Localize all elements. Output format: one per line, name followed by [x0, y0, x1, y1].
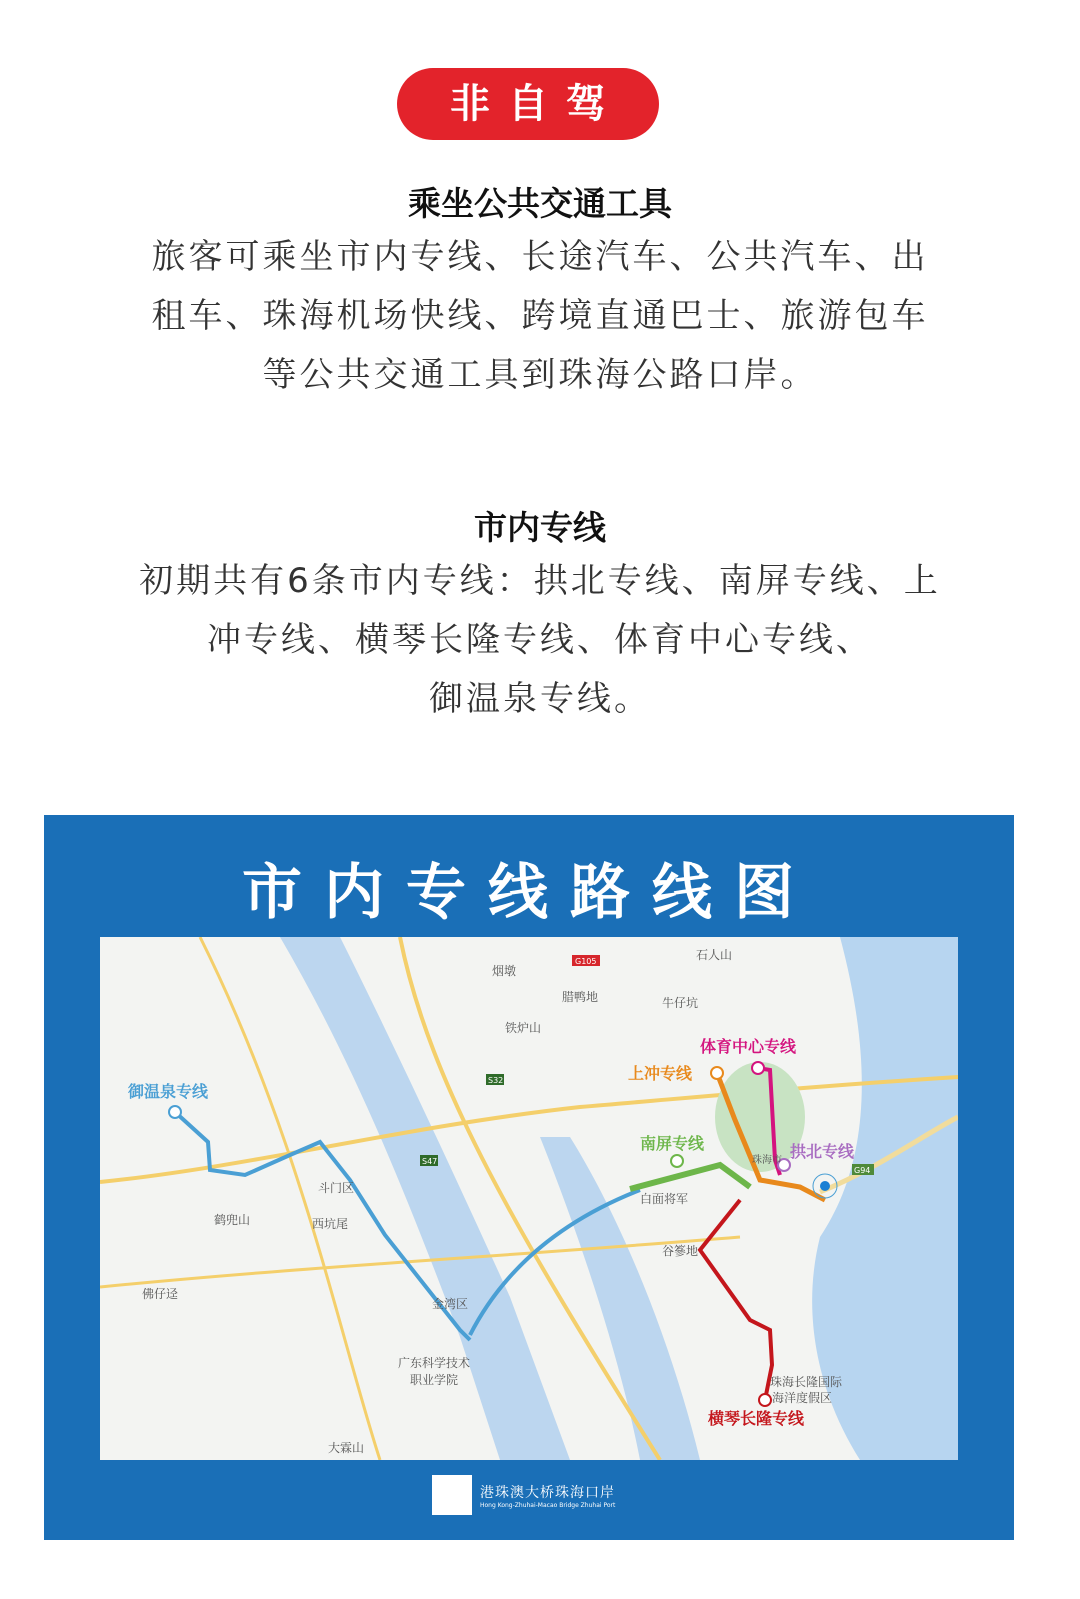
road-badge: G94: [854, 1166, 871, 1175]
text-line: 冲专线、横琴长隆专线、体育中心专线、: [207, 620, 873, 660]
road-badge: S32: [488, 1076, 504, 1085]
place-label: 牛仔坑: [662, 996, 699, 1010]
route-map-frame: [44, 815, 1014, 1540]
place-label: 大霖山: [328, 1441, 365, 1455]
place-label: 海洋度假区: [772, 1391, 833, 1405]
place-label: 石人山: [696, 948, 733, 962]
label-gongbei: 拱北专线: [790, 1142, 855, 1161]
place-label: 西坑尾: [312, 1217, 349, 1231]
non-self-drive-badge: 非自驾: [397, 68, 659, 140]
map-graphic: [100, 937, 958, 1460]
city-lines-paragraph: [100, 552, 980, 729]
road-badge: G105: [575, 957, 597, 966]
stop-nanping: [671, 1155, 683, 1167]
place-label: 职业学院: [410, 1373, 459, 1387]
place-label: 白面将军: [640, 1192, 689, 1206]
label-yuwenquan: 御温泉专线: [128, 1082, 209, 1101]
text-line: 御温泉专线。: [429, 679, 651, 719]
footer-en: Hong Kong-Zhuhai-Macao Bridge Zhuhai Port: [480, 1501, 616, 1509]
bridge-logo-icon: [432, 1475, 472, 1515]
label-shangchong: 上冲专线: [628, 1064, 693, 1083]
place-label: 谷篸地: [662, 1244, 699, 1258]
text-line: 初期共有6条市内专线：拱北专线、南屏专线、上: [139, 561, 941, 601]
public-transport-paragraph: [100, 228, 980, 405]
place-label: 珠海市: [752, 1155, 782, 1166]
port-marker-dot: [820, 1181, 830, 1191]
text-line: 等公共交通工具到珠海公路口岸。: [262, 355, 818, 395]
road: [100, 1077, 958, 1182]
stop-shangchong: [711, 1067, 723, 1079]
route-map-title: 市内专线路线图: [242, 858, 816, 928]
section-title-public-transport: 乘坐公共交通工具: [408, 184, 672, 223]
route-map: [100, 937, 958, 1460]
river: [540, 1137, 700, 1460]
place-label: 铁炉山: [505, 1021, 542, 1035]
place-label: 金湾区: [432, 1297, 469, 1311]
place-label: 广东科学技术: [398, 1356, 471, 1370]
place-label: 珠海长隆国际: [770, 1375, 843, 1389]
section-title-city-lines: 市内专线: [474, 508, 606, 547]
place-label: 腊鸭地: [562, 990, 599, 1004]
text-line: 租车、珠海机场快线、跨境直通巴士、旅游包车: [151, 296, 929, 336]
stop-hengqin: [759, 1394, 771, 1406]
footer-cn: 港珠澳大桥珠海口岸: [480, 1484, 615, 1501]
stop-yuwenquan: [169, 1106, 181, 1118]
label-nanping: 南屏专线: [640, 1134, 705, 1153]
route-hengqin: [700, 1200, 772, 1400]
place-label: 鹤兜山: [214, 1213, 251, 1227]
label-hengqin: 横琴长隆专线: [708, 1409, 805, 1428]
place-label: 烟墩: [492, 964, 517, 978]
port-logo-footer: [432, 1475, 615, 1515]
place-label: 佛仔迳: [142, 1287, 179, 1301]
road-badge: S47: [422, 1157, 438, 1166]
route-nanping: [630, 1165, 750, 1189]
text-line: 旅客可乘坐市内专线、长途汽车、公共汽车、出: [151, 237, 929, 277]
label-tiyu: 体育中心专线: [700, 1037, 797, 1056]
place-label: 斗门区: [318, 1181, 355, 1195]
stop-tiyu: [752, 1062, 764, 1074]
